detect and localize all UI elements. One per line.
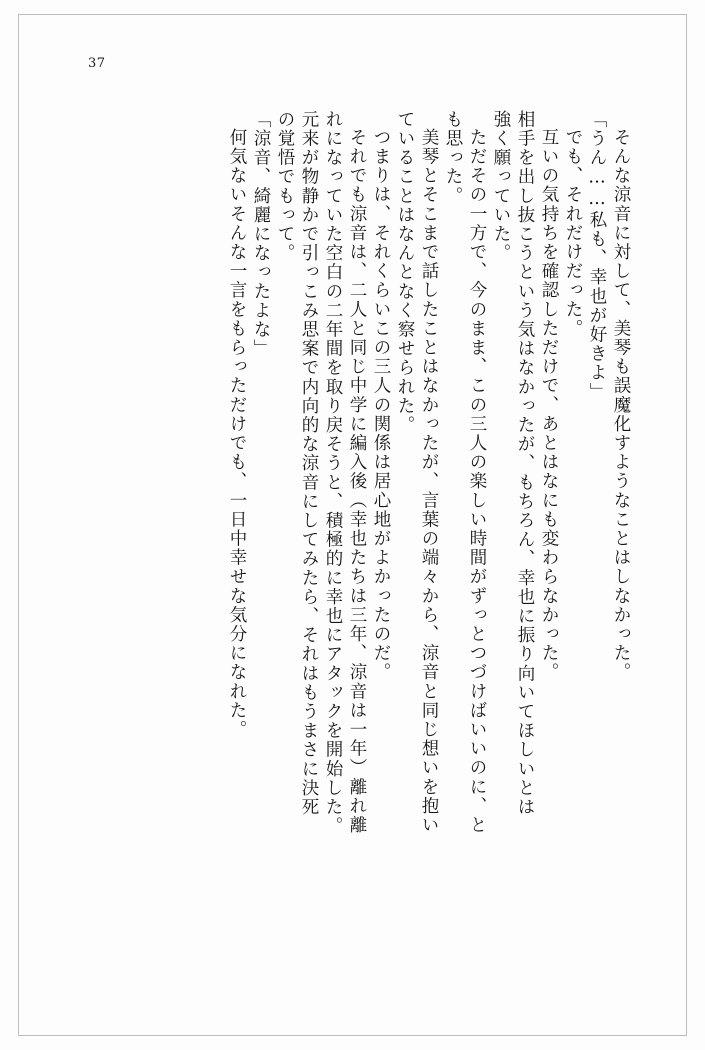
text-line: 美琴とそこまで話したことはなかったが、言葉の端々から、涼音と同じ想いを抱い [419,128,439,835]
text-line: ていることはなんとなく察せられた。 [395,110,415,435]
page-number: 37 [88,56,106,71]
text-line: ただその一方で、今のまま、この三人の楽しい時間がずっとつづけばいいのに、と [467,128,487,835]
text-line: そんな涼音に対して、美琴も誤魔化すようなことはしなかった。 [611,128,631,682]
text-line: 「涼音、綺麗になったよな」 [251,110,271,359]
vertical-text-block [89,110,629,910]
text-line: それでも涼音は、二人と同じ中学に編入後（幸也たちは三年、涼音は一年）離れ離 [347,128,367,835]
text-line: 相手を出し抜こうという気はなかったが、もちろん、幸也に振り向いてほしいとは [515,110,535,817]
text-line: つまりは、それくらいこの三人の関係は居心地がよかったのだ。 [371,128,391,682]
text-line: 強く願っていた。 [491,110,511,263]
text-line: も思った。 [443,110,463,206]
text-line: 互いの気持ちを確認しただけで、あとはなにも変わらなかった。 [539,128,559,682]
text-line: 「うん……私も、幸也が好きよ」 [587,110,607,402]
text-line: でも、それだけだった。 [563,128,583,339]
text-line: の覚悟でもって。 [275,110,295,263]
text-line: 何気ないそんな一言をもらっただけでも、一日中幸せな気分になれた。 [227,128,247,740]
text-line: れになっていた空白の二年間を取り戻そうと、積極的に幸也にアタックを開始した。 [323,110,343,836]
text-line: 元来が物静かで引っこみ思案で内向的な涼音にしてみたら、それはもうまさに決死 [299,110,319,817]
